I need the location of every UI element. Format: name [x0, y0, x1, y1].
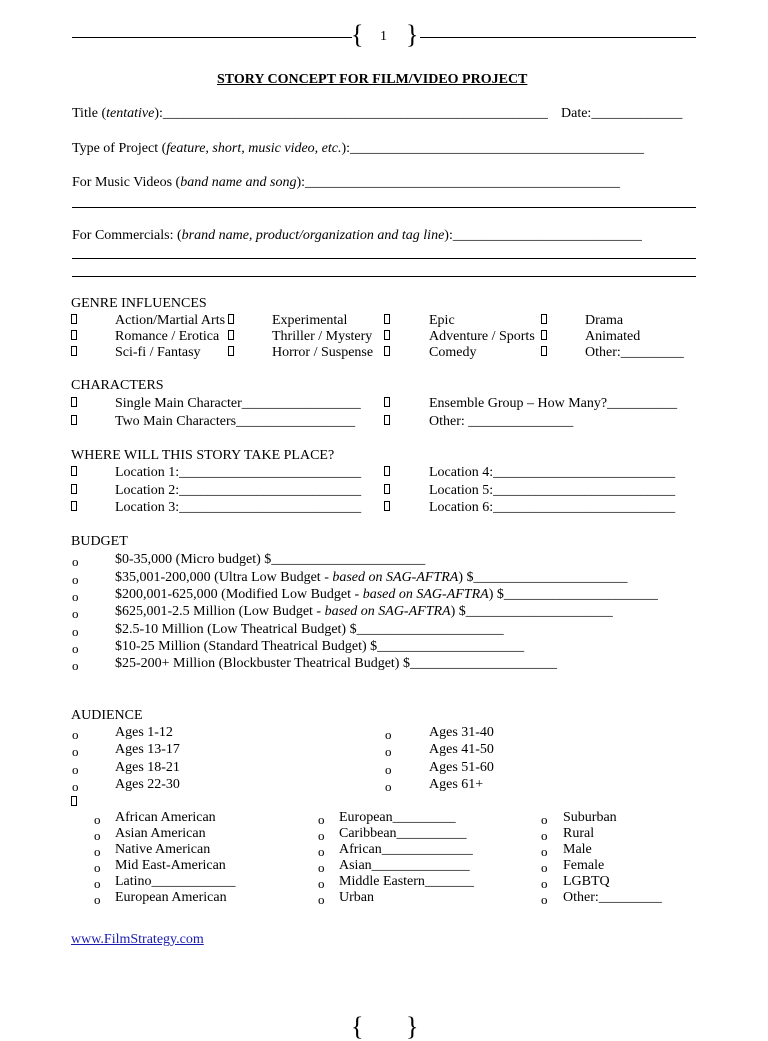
- music-video-blank-line: [72, 207, 696, 208]
- age-radio[interactable]: o: [385, 762, 392, 777]
- demo-radio[interactable]: o: [318, 844, 325, 859]
- genre-option: Comedy: [429, 345, 477, 360]
- project-type-hint: feature, short, music video, etc.: [166, 141, 342, 156]
- demo-radio[interactable]: o: [541, 860, 548, 875]
- genre-option: Romance / Erotica: [115, 329, 220, 344]
- age-radio[interactable]: o: [72, 727, 79, 742]
- demo-radio[interactable]: o: [541, 876, 548, 891]
- demo-radio[interactable]: o: [94, 828, 101, 843]
- demo-option: European American: [115, 890, 227, 905]
- demo-option: Urban: [339, 890, 374, 905]
- demo-option: Male: [563, 842, 592, 857]
- genre-checkbox[interactable]: [384, 345, 390, 361]
- character-checkbox[interactable]: [384, 414, 390, 430]
- budget-radio[interactable]: o: [72, 606, 79, 621]
- age-radio[interactable]: o: [385, 727, 392, 742]
- demo-radio[interactable]: o: [94, 876, 101, 891]
- music-video-field[interactable]: [72, 175, 620, 191]
- budget-radio[interactable]: o: [72, 641, 79, 656]
- demo-option: Female: [563, 858, 605, 873]
- header-brace-right: }: [406, 20, 419, 49]
- location-field: Location 3:__________________________: [115, 500, 362, 515]
- title-label: Title (: [72, 106, 107, 121]
- demo-option: Middle Eastern_______: [339, 874, 474, 889]
- demo-radio[interactable]: o: [318, 812, 325, 827]
- demo-radio[interactable]: o: [94, 860, 101, 875]
- budget-radio[interactable]: o: [72, 572, 79, 587]
- genre-checkbox[interactable]: [228, 345, 234, 361]
- location-field: Location 2:__________________________: [115, 483, 362, 498]
- demo-radio[interactable]: o: [541, 812, 548, 827]
- footer-brace-right: }: [406, 1012, 419, 1041]
- demo-option: African_____________: [339, 842, 473, 857]
- genre-checkbox[interactable]: [541, 313, 547, 329]
- age-option: Ages 61+: [429, 777, 484, 792]
- genre-checkbox[interactable]: [71, 345, 77, 361]
- header-brace-left: {: [351, 20, 364, 49]
- age-option: Ages 1-12: [115, 725, 173, 740]
- genre-checkbox[interactable]: [541, 345, 547, 361]
- genre-checkbox[interactable]: [228, 313, 234, 329]
- age-option: Ages 13-17: [115, 742, 180, 757]
- budget-option: $200,001-625,000 (Modified Low Budget - based on SAG-AFTRA) $______________________: [115, 587, 658, 602]
- demo-option: LGBTQ: [563, 874, 610, 889]
- location-field: Location 6:__________________________: [429, 500, 676, 515]
- genre-option: Horror / Suspense: [272, 345, 374, 360]
- location-checkbox[interactable]: [384, 483, 390, 499]
- audience-heading: AUDIENCE: [71, 708, 143, 723]
- title-hint: tentative: [106, 106, 155, 121]
- demo-option: Asian______________: [339, 858, 470, 873]
- budget-heading: BUDGET: [71, 534, 128, 549]
- demo-option: African American: [115, 810, 216, 825]
- footer-brace-left: {: [351, 1012, 364, 1041]
- age-option: Ages 31-40: [429, 725, 494, 740]
- genre-option: Action/Martial Arts: [115, 313, 226, 328]
- demographics-checkbox[interactable]: [71, 795, 77, 811]
- demo-radio[interactable]: o: [541, 844, 548, 859]
- age-radio[interactable]: o: [72, 744, 79, 759]
- header-rule-right: [420, 37, 696, 38]
- location-field: Location 4:__________________________: [429, 465, 676, 480]
- commercials-blank-line-2: [72, 276, 696, 277]
- character-checkbox[interactable]: [71, 414, 77, 430]
- project-type-label: Type of Project (: [72, 141, 167, 156]
- header-rule-left: [72, 37, 352, 38]
- genre-option: Drama: [585, 313, 624, 328]
- genre-checkbox[interactable]: [71, 329, 77, 345]
- genre-option: Thriller / Mystery: [272, 329, 373, 344]
- commercials-label: For Commercials: (: [72, 228, 182, 243]
- genre-checkbox[interactable]: [71, 313, 77, 329]
- music-video-label: For Music Videos (: [72, 175, 181, 190]
- budget-radio[interactable]: o: [72, 589, 79, 604]
- commercials-blank: ):___________________________: [444, 228, 642, 243]
- age-radio[interactable]: o: [72, 762, 79, 777]
- budget-radio[interactable]: o: [72, 624, 79, 639]
- characters-heading: CHARACTERS: [71, 378, 164, 393]
- age-option: Ages 18-21: [115, 760, 180, 775]
- budget-option: $25-200+ Million (Blockbuster Theatrical Budget) $_____________________: [115, 656, 557, 671]
- title-blank: ):_______________________________________________________: [154, 106, 548, 121]
- genre-option: Sci-fi / Fantasy: [115, 345, 201, 360]
- age-option: Ages 41-50: [429, 742, 494, 757]
- location-checkbox[interactable]: [384, 465, 390, 481]
- demo-radio[interactable]: o: [318, 860, 325, 875]
- document-title: STORY CONCEPT FOR FILM/VIDEO PROJECT: [217, 72, 528, 87]
- demo-radio[interactable]: o: [541, 828, 548, 843]
- genre-heading: GENRE INFLUENCES: [71, 296, 207, 311]
- location-checkbox[interactable]: [71, 465, 77, 481]
- age-option: Ages 51-60: [429, 760, 494, 775]
- genre-option: Adventure / Sports: [429, 329, 535, 344]
- budget-option: $2.5-10 Million (Low Theatrical Budget) $_____________________: [115, 622, 504, 637]
- demo-radio[interactable]: o: [94, 844, 101, 859]
- demo-radio[interactable]: o: [318, 828, 325, 843]
- demo-option: Caribbean__________: [339, 826, 467, 841]
- demo-option: Asian American: [115, 826, 206, 841]
- character-checkbox[interactable]: [71, 396, 77, 412]
- genre-checkbox[interactable]: [228, 329, 234, 345]
- genre-checkbox[interactable]: [541, 329, 547, 345]
- demo-radio[interactable]: o: [318, 876, 325, 891]
- project-type-blank: ):__________________________________________: [341, 141, 645, 156]
- budget-option: $10-25 Million (Standard Theatrical Budget) $_____________________: [115, 639, 525, 654]
- age-option: Ages 22-30: [115, 777, 180, 792]
- location-field: Location 5:__________________________: [429, 483, 676, 498]
- character-checkbox[interactable]: [384, 396, 390, 412]
- page-number: 1: [380, 29, 387, 44]
- demo-option: Other:_________: [563, 890, 662, 905]
- budget-option: $35,001-200,000 (Ultra Low Budget - based on SAG-AFTRA) $______________________: [115, 570, 628, 585]
- demo-radio[interactable]: o: [94, 812, 101, 827]
- demo-option: Mid East-American: [115, 858, 226, 873]
- character-option: Ensemble Group – How Many?__________: [429, 396, 678, 411]
- project-type-field[interactable]: [72, 141, 644, 157]
- budget-radio[interactable]: o: [72, 554, 79, 569]
- commercials-hint: brand name, product/organization and tag line: [181, 228, 445, 243]
- date-field[interactable]: Date:_____________: [561, 106, 683, 121]
- demo-option: Native American: [115, 842, 211, 857]
- title-field[interactable]: [72, 106, 548, 122]
- genre-checkbox[interactable]: [384, 313, 390, 329]
- locations-heading: WHERE WILL THIS STORY TAKE PLACE?: [71, 448, 335, 463]
- character-option: Other: _______________: [429, 414, 574, 429]
- genre-option: Other:_________: [585, 345, 684, 360]
- age-radio[interactable]: o: [385, 744, 392, 759]
- location-field: Location 1:__________________________: [115, 465, 362, 480]
- website-link[interactable]: www.FilmStrategy.com: [71, 932, 204, 947]
- genre-checkbox[interactable]: [384, 329, 390, 345]
- genre-option: Epic: [429, 313, 455, 328]
- budget-option: $0-35,000 (Micro budget) $______________________: [115, 552, 426, 567]
- demo-option: Suburban: [563, 810, 617, 825]
- genre-option: Experimental: [272, 313, 348, 328]
- commercials-field[interactable]: [72, 228, 642, 244]
- demo-radio[interactable]: o: [318, 892, 325, 907]
- character-option: Two Main Characters_________________: [115, 414, 356, 429]
- music-video-hint: band name and song: [180, 175, 297, 190]
- demo-radio[interactable]: o: [541, 892, 548, 907]
- budget-radio[interactable]: o: [72, 658, 79, 673]
- genre-option: Animated: [585, 329, 641, 344]
- commercials-blank-line-1: [72, 258, 696, 259]
- music-video-blank: ):_____________________________________________: [296, 175, 621, 190]
- age-radio[interactable]: o: [385, 779, 392, 794]
- age-radio[interactable]: o: [72, 779, 79, 794]
- location-checkbox[interactable]: [384, 500, 390, 516]
- demo-option: European_________: [339, 810, 456, 825]
- demo-option: Rural: [563, 826, 595, 841]
- budget-option: $625,001-2.5 Million (Low Budget - based on SAG-AFTRA) $_____________________: [115, 604, 613, 619]
- demo-option: Latino____________: [115, 874, 236, 889]
- character-option: Single Main Character_________________: [115, 396, 361, 411]
- location-checkbox[interactable]: [71, 500, 77, 516]
- location-checkbox[interactable]: [71, 483, 77, 499]
- demo-radio[interactable]: o: [94, 892, 101, 907]
